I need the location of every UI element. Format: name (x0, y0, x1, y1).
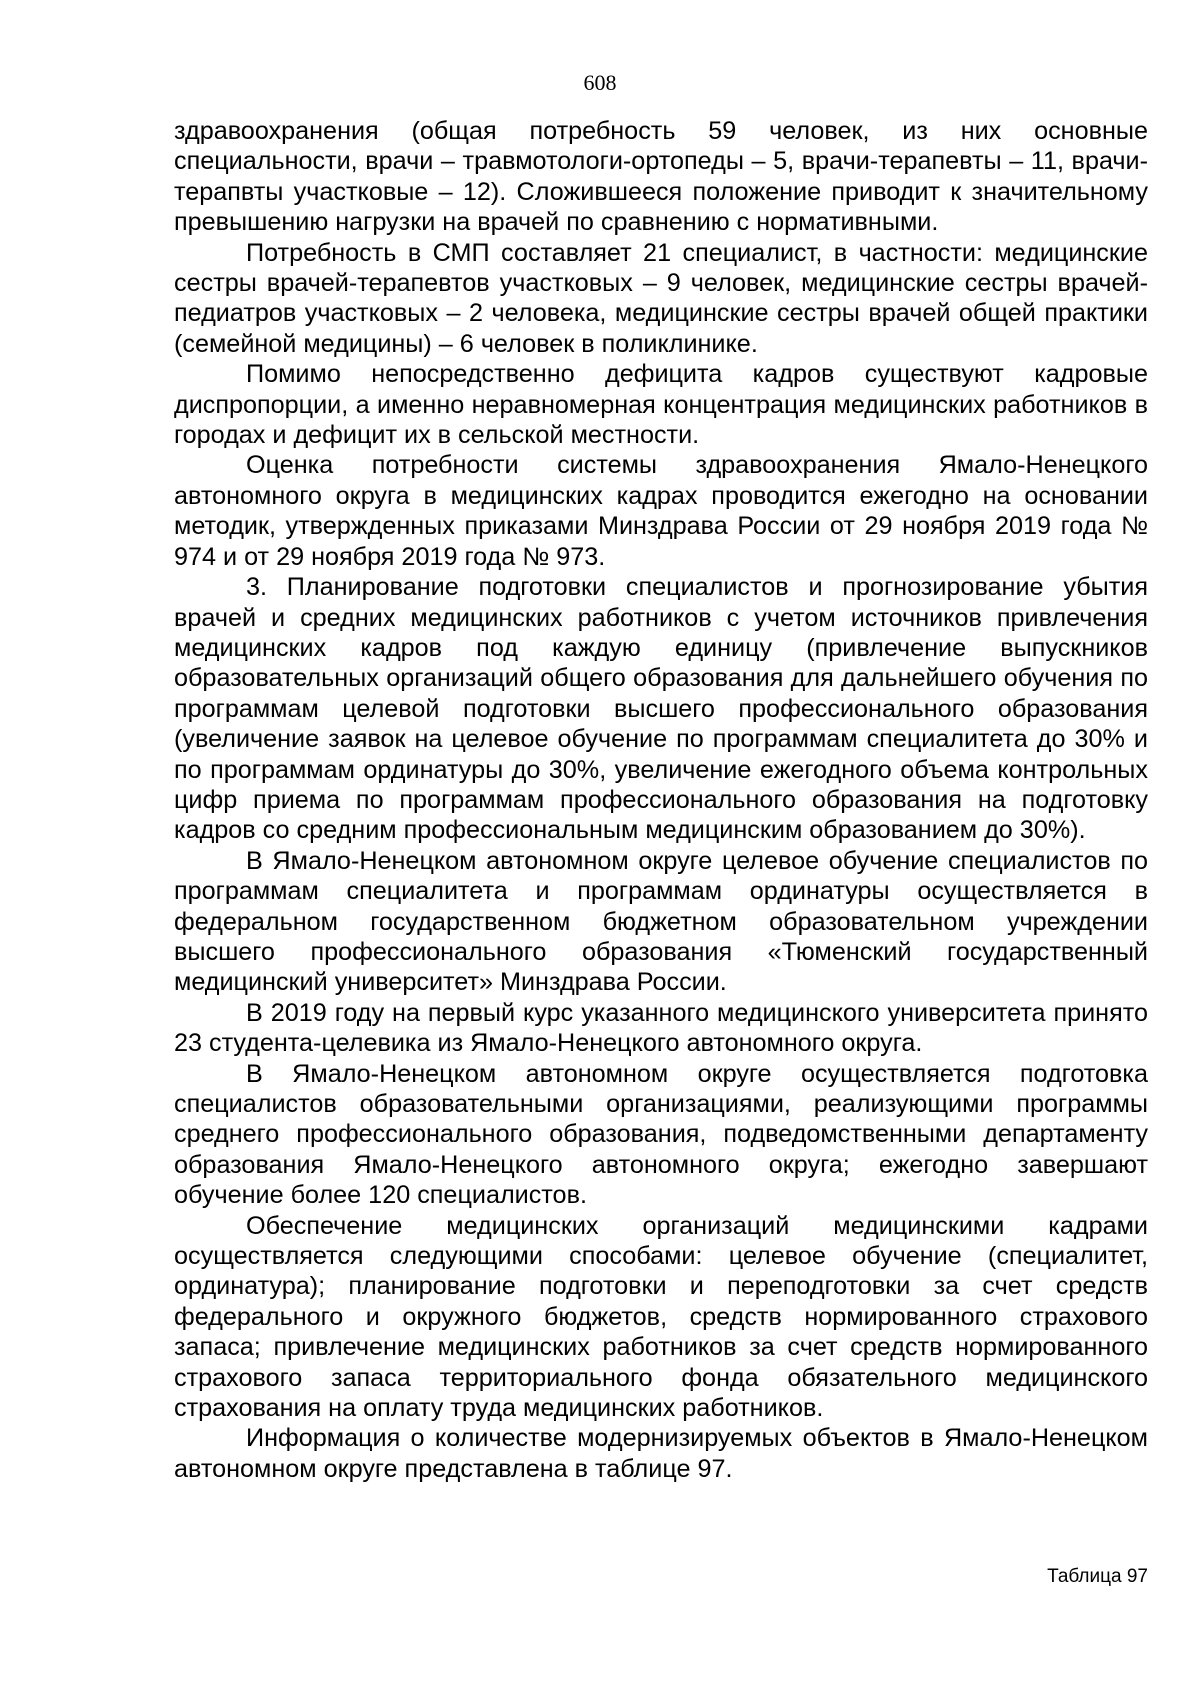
paragraph: Помимо непосредственно дефицита кадров существуют кадровые диспропорции, а именно неравномерная концентрация медицинских работников в городах и дефицит их в сельской местности. (174, 360, 1148, 450)
table-caption: Таблица 97 (1047, 1566, 1148, 1587)
paragraph: Информация о количестве модернизируемых объектов в Ямало-Ненецком автономном округе представлена в таблице 97. (174, 1424, 1148, 1483)
paragraph: Оценка потребности системы здравоохранения Ямало-Ненецкого автономного округа в медицинских кадрах проводится ежегодно на основании методик, утвержденных приказами Минздрава России от 29 ноября 2019 года № 974 и от 29 ноября 2019 года № 973. (174, 451, 1148, 571)
paragraph: В 2019 году на первый курс указанного медицинского университета принято 23 студента-целевика из Ямало-Ненецкого автономного округа. (174, 998, 1148, 1058)
page-number: 608 (583, 70, 617, 95)
paragraph: Потребность в СМП составляет 21 специалист, в частности: медицинские сестры врачей-терапевтов участковых – 9 человек, медицинские сестры врачей-педиатров участковых – 2 человека, медицинские сестры врачей общей практики (семейной медицины) – 6 человек в поликлинике. (174, 238, 1148, 358)
paragraph: 3. Планирование подготовки специалистов и прогнозирование убытия врачей и средних медицинских работников с учетом источников привлечения медицинских кадров под каждую единицу (привлечение выпускников образовательных организаций общего образования для дальнейшего обучения по программам целевой подготовки высшего профессионального образования (увеличение заявок на целевое обучение по программам специалитета до 30% и по программам ординатуры до 30%, увеличение ежегодного объема контрольных цифр приема по программам профессионального образования на подготовку кадров со средним профессиональным медицинским образованием до 30%). (174, 573, 1148, 845)
document-body (174, 116, 1148, 1484)
paragraph: Обеспечение медицинских организаций медицинскими кадрами осуществляется следующими способами: целевое обучение (специалитет, ординатура); планирование подготовки и переподготовки за счет средств федерального и окружного бюджетов, средств нормированного страхового запаса; привлечение медицинских работников за счет средств нормированного страхового запаса территориального фонда обязательного медицинского страхования на оплату труда медицинских работников. (174, 1211, 1148, 1423)
paragraph: В Ямало-Ненецком автономном округе целевое обучение специалистов по программам специалитета и программам ординатуры осуществляется в федеральном государственном бюджетном образовательном учреждении высшего профессионального образования «Тюменский государственный медицинский университет» Минздрава России. (174, 846, 1148, 997)
paragraph: здравоохранения (общая потребность 59 человек, из них основные специальности, врачи – травмотологи-ортопеды – 5, врачи-терапевты – 11, врачи-терапвты участковые – 12). Сложившееся положение приводит к значительному превышению нагрузки на врачей по сравнению с нормативными. (174, 117, 1148, 237)
paragraph: В Ямало-Ненецком автономном округе осуществляется подготовка специалистов образовательными организациями, реализующими программы среднего профессионального образования, подведомственными департаменту образования Ямало-Ненецкого автономного округа; ежегодно завершают обучение более 120 специалистов. (174, 1059, 1148, 1210)
